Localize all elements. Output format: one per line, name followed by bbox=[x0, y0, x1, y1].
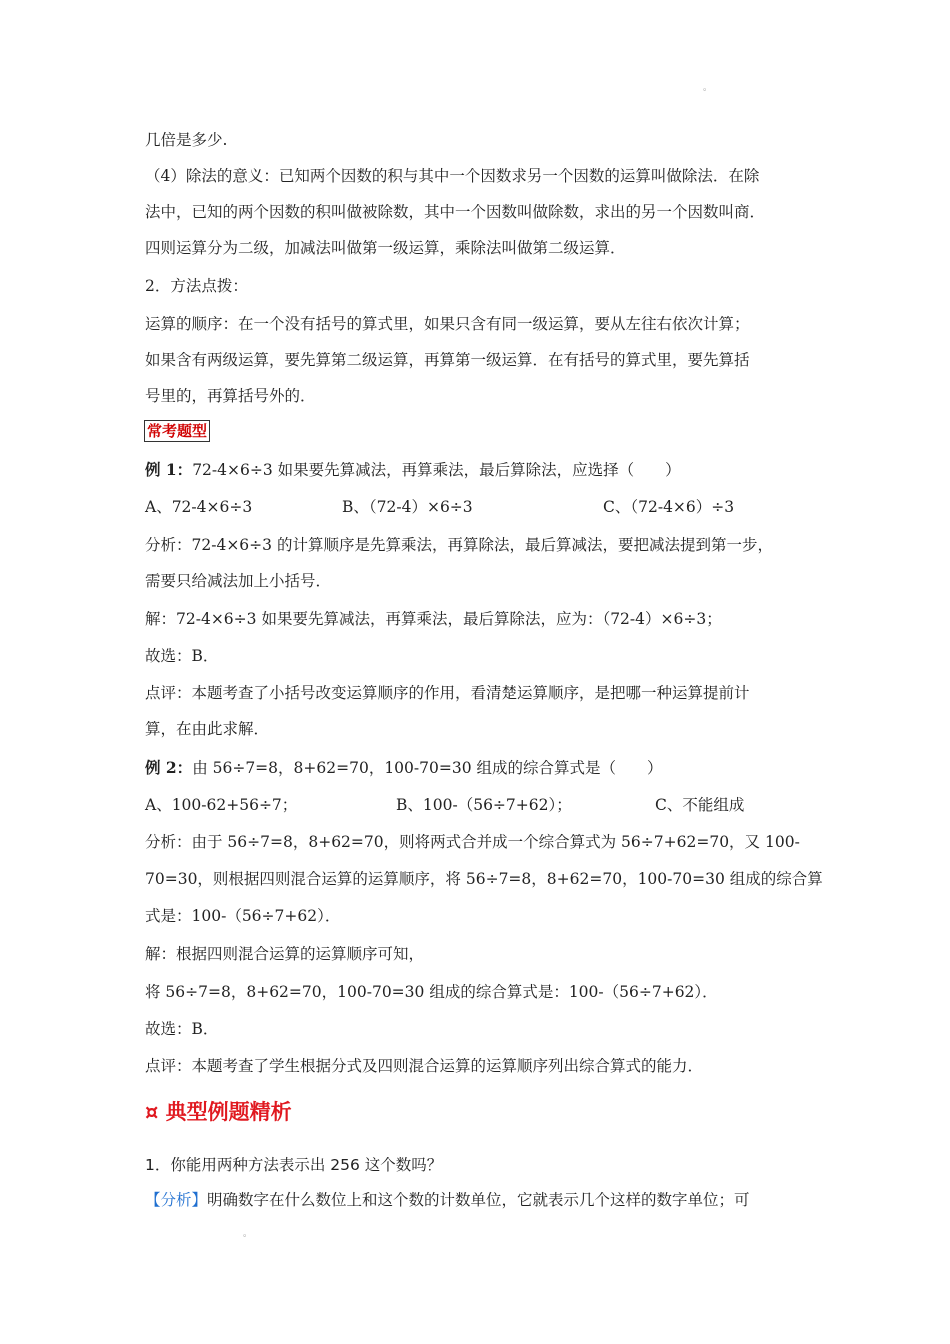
question-1: 1．你能用两种方法表示出 256 这个数吗？ bbox=[145, 1156, 443, 1174]
option-c: C、（72-4×6）÷3 bbox=[603, 498, 735, 516]
text-line: （4）除法的意义：已知两个因数的积与其中一个因数求另一个因数的运算叫做除法．在除 bbox=[145, 167, 760, 185]
example-2-options bbox=[145, 795, 825, 815]
example-2-solution: 解：根据四则混合运算的运算顺序可知， bbox=[145, 945, 425, 963]
example-1-comment: 点评：本题考查了小括号改变运算顺序的作用，看清楚运算顺序，是把哪一种运算提前计 bbox=[145, 684, 750, 702]
text-line: 四则运算分为二级，加减法叫做第一级运算，乘除法叫做第二级运算． bbox=[145, 239, 626, 257]
example-1-answer: 故选：B． bbox=[145, 647, 219, 665]
example-1-analysis: 分析：72-4×6÷3 的计算顺序是先算乘法，再算除法，最后算减法，要把减法提到第一步， bbox=[145, 536, 773, 554]
example-2-solution: 将 56÷7=8，8+62=70，100-70=30 组成的综合算式是：100-（56÷7+62）． bbox=[145, 983, 718, 1001]
method-heading: 2．方法点拨： bbox=[145, 277, 248, 295]
text-line: 如果含有两级运算，要先算第二级运算，再算第一级运算．在有括号的算式里，要先算括 bbox=[145, 351, 750, 369]
example-2-label: 例 2： bbox=[145, 758, 193, 777]
option-b: B、100-（56÷7+62）； bbox=[396, 796, 572, 814]
example-1-solution: 解：72-4×6÷3 如果要先算减法，再算乘法，最后算除法，应为：（72-4）×6÷3； bbox=[145, 610, 722, 628]
question-1-analysis bbox=[145, 1190, 825, 1210]
example-1-analysis: 需要只给减法加上小括号． bbox=[145, 572, 332, 590]
example-1-question bbox=[145, 460, 825, 480]
header-dot: 。 bbox=[703, 83, 713, 93]
text-line: 几倍是多少. bbox=[145, 131, 228, 149]
section-title: ¤ 典型例题精析 bbox=[145, 1100, 292, 1124]
example-2-question bbox=[145, 758, 825, 778]
text-line: 法中，已知的两个因数的积叫做被除数，其中一个因数叫做除数，求出的另一个因数叫商． bbox=[145, 203, 766, 221]
example-2-answer: 故选：B． bbox=[145, 1020, 219, 1038]
example-1-text: 72-4×6÷3 如果要先算减法，再算乘法，最后算除法，应选择（ ） bbox=[192, 461, 681, 479]
footer-dot: 。 bbox=[243, 1229, 253, 1239]
example-2-comment: 点评：本题考查了学生根据分式及四则混合运算的运算顺序列出综合算式的能力． bbox=[145, 1057, 704, 1075]
text-line: 号里的，再算括号外的． bbox=[145, 387, 316, 405]
text-line: 运算的顺序：在一个没有括号的算式里，如果只含有同一级运算，要从左往右依次计算； bbox=[145, 315, 750, 333]
analysis-tag: 【分析】 bbox=[145, 1191, 208, 1209]
common-types-tag: 常考题型 bbox=[144, 420, 210, 442]
example-1-options bbox=[145, 497, 825, 517]
example-1-label: 例 1： bbox=[145, 460, 193, 479]
example-2-analysis: 分析：由于 56÷7=8，8+62=70，则将两式合并成一个综合算式为 56÷7+62=70，又 100- bbox=[145, 833, 800, 851]
example-2-analysis: 式是：100-（56÷7+62）． bbox=[145, 907, 341, 925]
example-1-comment: 算，在由此求解． bbox=[145, 720, 270, 738]
analysis-text: 明确数字在什么数位上和这个数的计数单位，它就表示几个这样的数字单位；可 bbox=[207, 1191, 750, 1209]
example-2-analysis: 70=30，则根据四则混合运算的运算顺序，将 56÷7=8，8+62=70，100-70=30 组成的综合算 bbox=[145, 870, 823, 888]
option-b: B、（72-4）×6÷3 bbox=[342, 498, 473, 516]
option-c: C、不能组成 bbox=[655, 796, 745, 814]
example-2-text: 由 56÷7=8，8+62=70，100-70=30 组成的综合算式是（ ） bbox=[192, 759, 663, 777]
option-a: A、72-4×6÷3 bbox=[145, 498, 253, 516]
option-a: A、100-62+56÷7； bbox=[145, 796, 298, 814]
